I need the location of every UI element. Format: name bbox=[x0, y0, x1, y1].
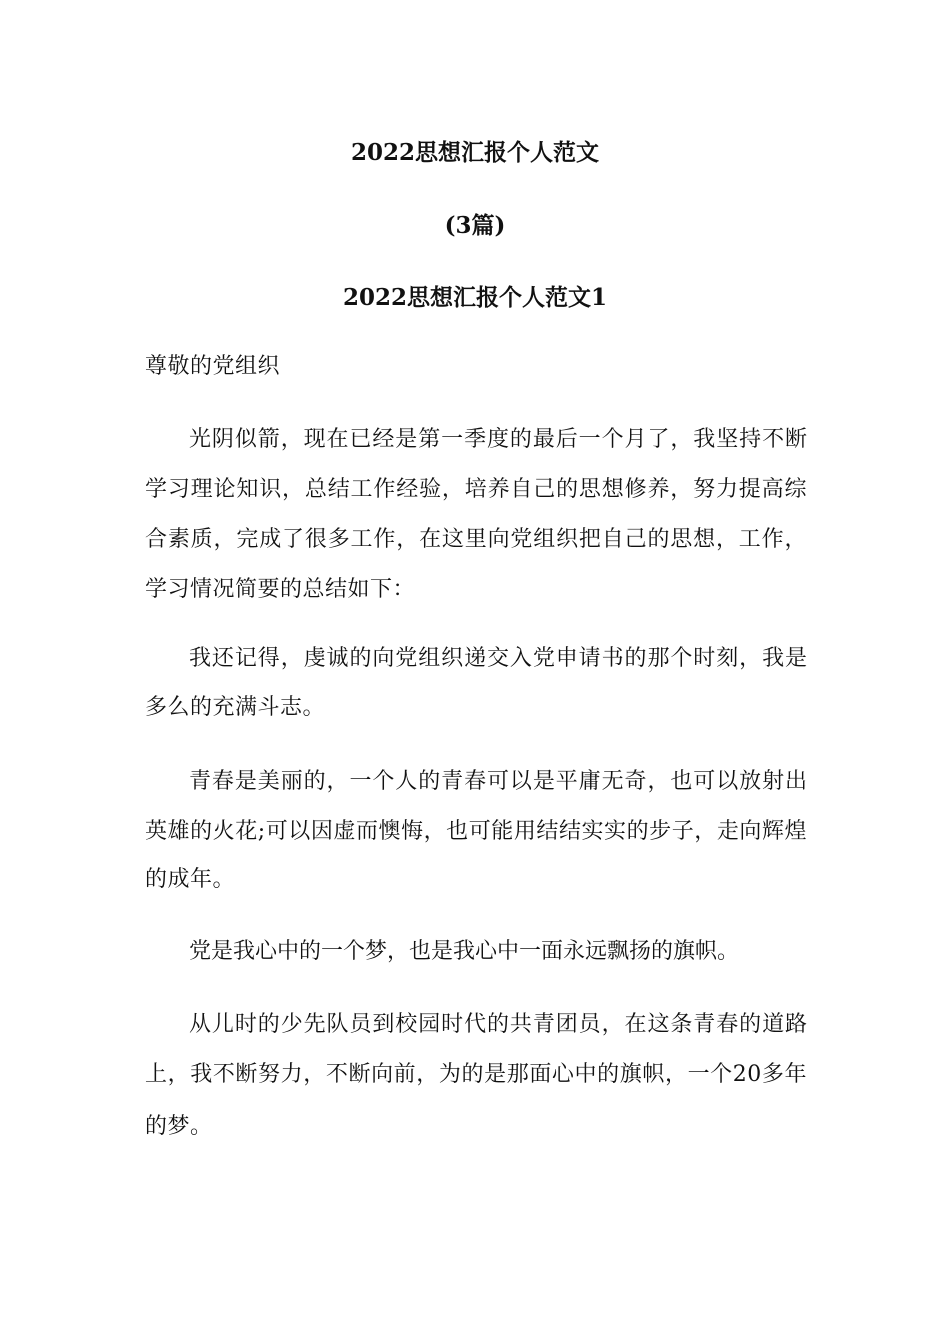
section-title: 2022思想汇报个人范文1 bbox=[342, 284, 608, 311]
paragraph-line: 党是我心中的一个梦，也是我心中一面永远飘扬的旗帜。 bbox=[189, 939, 740, 964]
paragraph-line: 学习情况简要的总结如下： bbox=[145, 577, 416, 602]
paragraph-line: 的成年。 bbox=[145, 867, 236, 892]
paragraph-line: 多么的充满斗志。 bbox=[145, 695, 326, 720]
document-title: 2022思想汇报个人范文 bbox=[350, 139, 599, 166]
paragraph-line: 从儿时的少先队员到校园时代的共青团员，在这条青春的道路 bbox=[189, 1012, 807, 1037]
paragraph-line: 的梦。 bbox=[145, 1114, 213, 1139]
paragraph-line: 上，我不断努力，不断向前，为的是那面心中的旗帜，一个20多年 bbox=[145, 1062, 807, 1087]
document-count: (3篇) bbox=[444, 212, 506, 239]
paragraph-line: 英雄的火花;可以因虚而懊悔，也可能用结结实实的步子，走向辉煌 bbox=[145, 819, 807, 844]
paragraph-line: 青春是美丽的，一个人的青春可以是平庸无奇，也可以放射出 bbox=[189, 769, 807, 794]
paragraph-line: 我还记得，虔诚的向党组织递交入党申请书的那个时刻，我是 bbox=[189, 646, 807, 671]
paragraph-line: 光阴似箭，现在已经是第一季度的最后一个月了，我坚持不断 bbox=[189, 427, 807, 452]
paragraph-line: 合素质，完成了很多工作，在这里向党组织把自己的思想，工作， bbox=[145, 527, 807, 552]
paragraph-line: 学习理论知识，总结工作经验，培养自己的思想修养，努力提高综 bbox=[145, 477, 807, 502]
salutation: 尊敬的党组织 bbox=[145, 354, 281, 379]
